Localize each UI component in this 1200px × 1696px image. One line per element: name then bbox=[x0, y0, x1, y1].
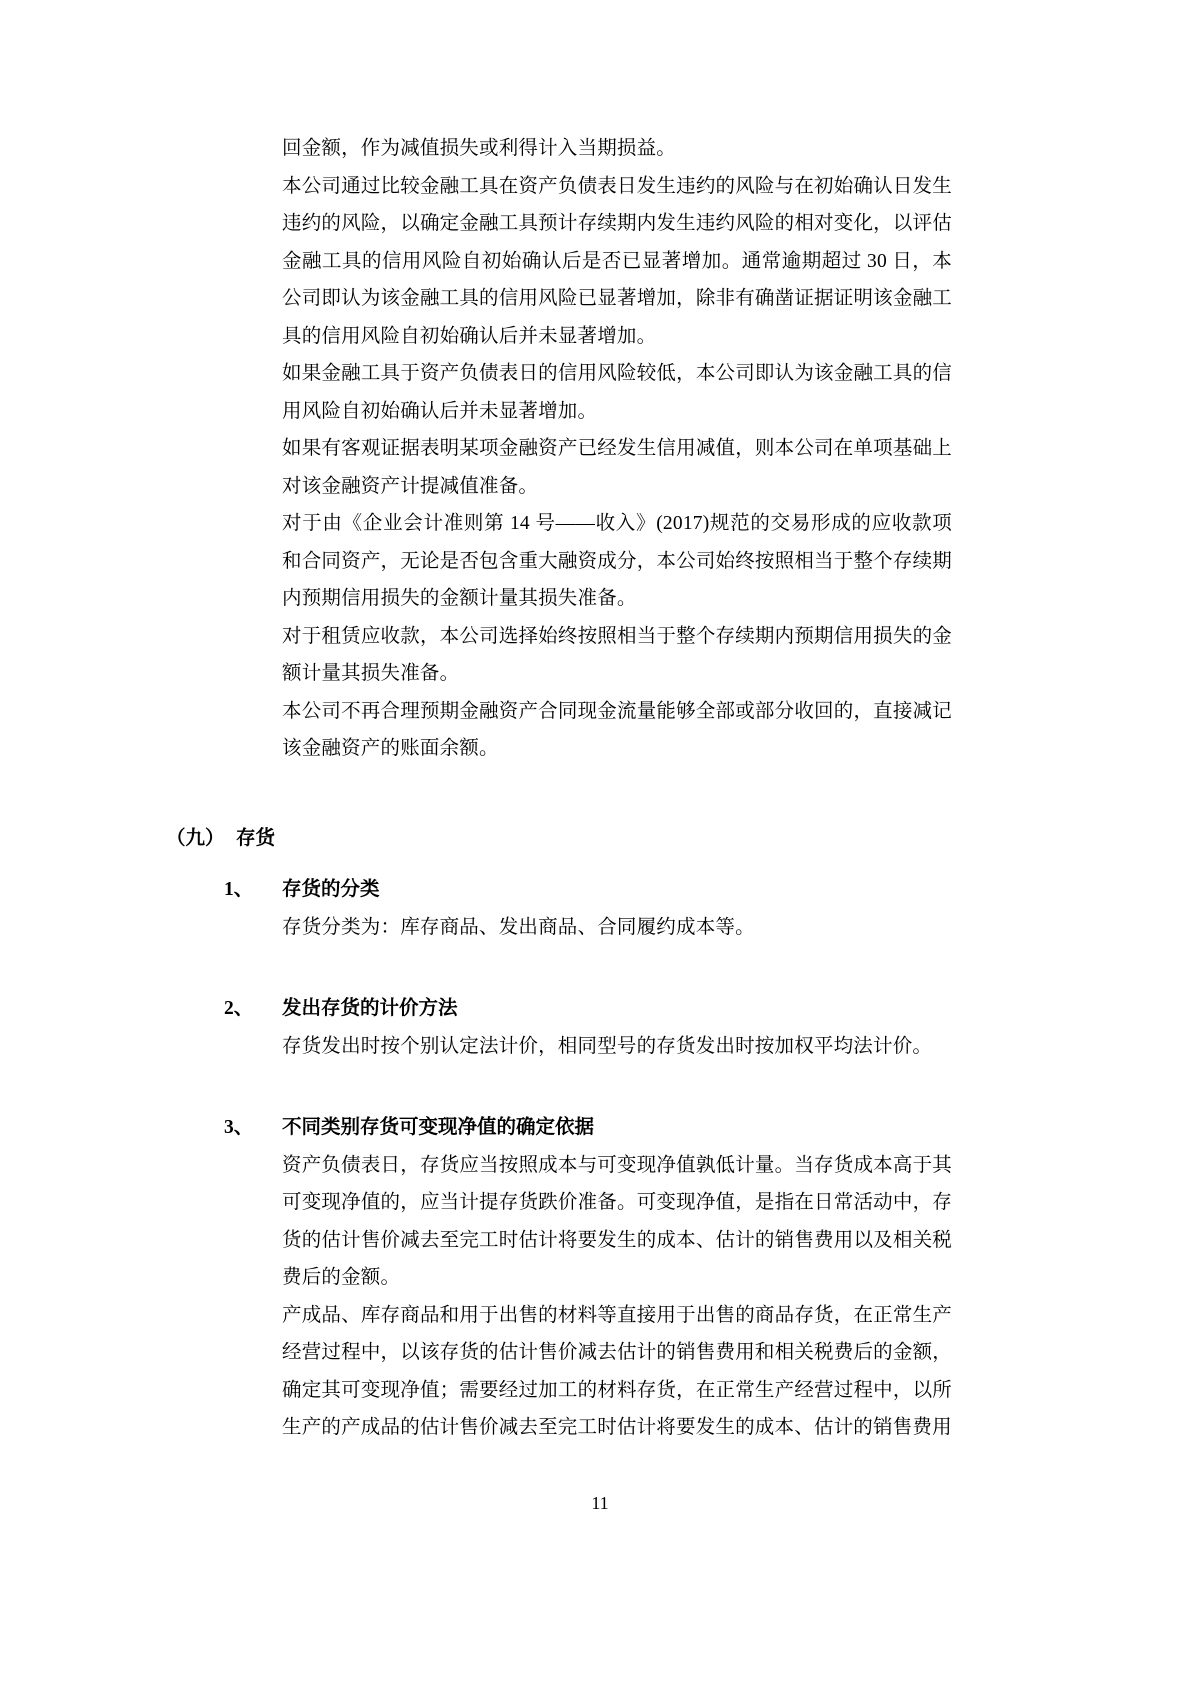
subsection-title: 存货的分类 bbox=[282, 879, 380, 900]
paragraph: 对于租赁应收款，本公司选择始终按照相当于整个存续期内预期信用损失的金额计量其损失准备。 bbox=[282, 625, 952, 684]
paragraph: 存货分类为：库存商品、发出商品、合同履约成本等。 bbox=[282, 916, 755, 938]
subsection-heading-2 bbox=[224, 990, 952, 1028]
page-number: 11 bbox=[591, 1493, 609, 1513]
paragraph: 如果有客观证据表明某项金融资产已经发生信用减值，则本公司在单项基础上对该金融资产计提减值准备。 bbox=[282, 438, 952, 497]
paragraph: 回金额，作为减值损失或利得计入当期损益。 bbox=[282, 138, 677, 159]
subsection-heading-3 bbox=[224, 1109, 952, 1147]
paragraph: 资产负债表日，存货应当按照成本与可变现净值孰低计量。当存货成本高于其可变现净值的，应当计提存货跌价准备。可变现净值，是指在日常活动中，存货的估计售价减去至完工时估计将要发生的成本、估计的销售费用以及相关税费后的金额。 bbox=[282, 1154, 952, 1288]
section-number: （九） bbox=[166, 827, 225, 849]
subsection-title: 不同类别存货可变现净值的确定依据 bbox=[282, 1117, 595, 1138]
paragraph: 产成品、库存商品和用于出售的材料等直接用于出售的商品存货，在正常生产经营过程中，以该存货的估计售价减去估计的销售费用和相关税费后的金额，确定其可变现净值；需要经过加工的材料存货，在正常生产经营过程中，以所生产的产成品的估计售价减去至完工时估计将要发生的成本、估计的销售费用 bbox=[282, 1304, 952, 1438]
subsection-number: 3、 bbox=[224, 1117, 254, 1138]
section-title: 存货 bbox=[236, 827, 276, 849]
paragraph: 如果金融工具于资产负债表日的信用风险较低，本公司即认为该金融工具的信用风险自初始确认后并未显著增加。 bbox=[282, 363, 952, 422]
spacer bbox=[282, 946, 952, 976]
subsection-title: 发出存货的计价方法 bbox=[282, 998, 458, 1019]
spacer bbox=[282, 1065, 952, 1095]
section-heading-inventory bbox=[166, 820, 952, 858]
paragraph: 存货发出时按个别认定法计价，相同型号的存货发出时按加权平均法计价。 bbox=[282, 1035, 933, 1057]
subsection-number: 1、 bbox=[224, 879, 254, 900]
subsection-heading-1 bbox=[224, 871, 952, 909]
paragraph: 本公司通过比较金融工具在资产负债表日发生违约的风险与在初始确认日发生违约的风险，以确定金融工具预计存续期内发生违约风险的相对变化，以评估金融工具的信用风险自初始确认后是否已显著增加。通常逾期超过 30 日，本公司即认为该金融工具的信用风险已显著增加，除非有确凿证据证明该金融工具的信用风险自初始确认后并未显著增加。 bbox=[282, 175, 952, 347]
paragraph: 本公司不再合理预期金融资产合同现金流量能够全部或部分收回的，直接减记该金融资产的账面余额。 bbox=[282, 700, 952, 759]
subsection-number: 2、 bbox=[224, 998, 254, 1019]
paragraph: 对于由《企业会计准则第 14 号——收入》(2017)规范的交易形成的应收款项和合同资产，无论是否包含重大融资成分，本公司始终按照相当于整个存续期内预期信用损失的金额计量其损失准备。 bbox=[282, 513, 952, 609]
